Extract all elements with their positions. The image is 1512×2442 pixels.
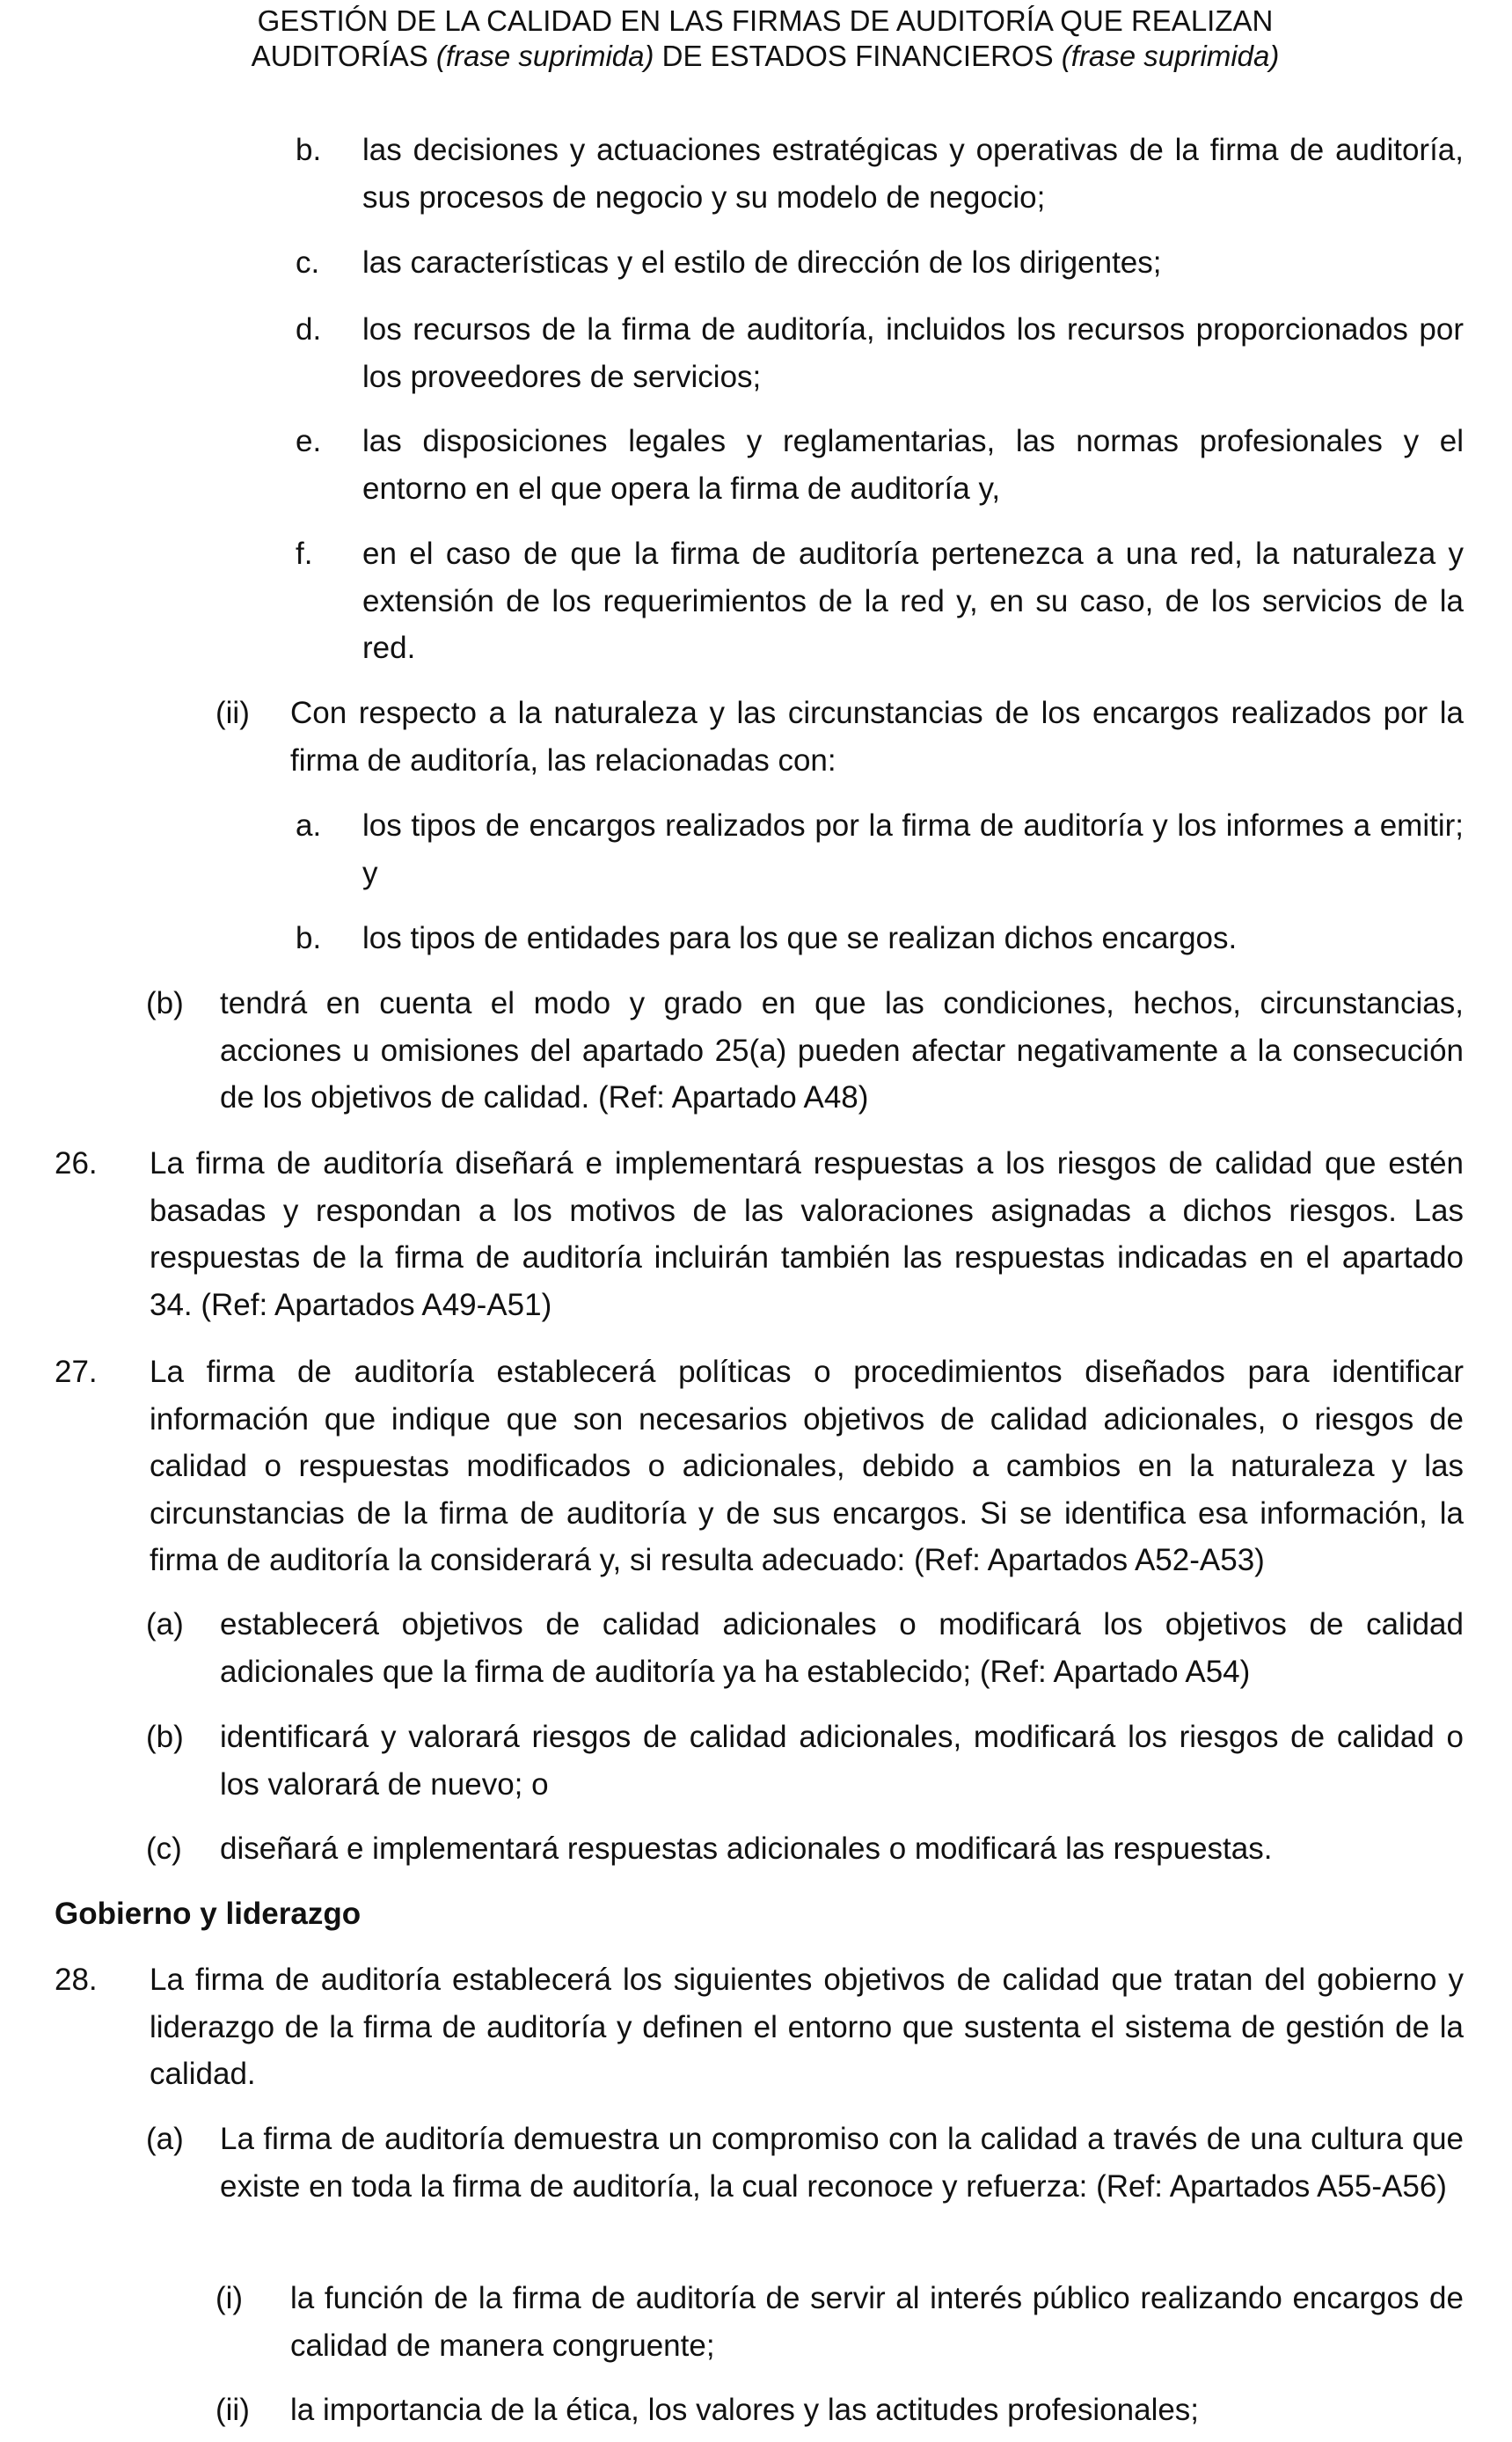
running-header	[106, 4, 1425, 74]
paragraph-number: 27.	[55, 1355, 98, 1389]
header-line-2-part: AUDITORÍAS	[251, 40, 436, 72]
item-label: (a)	[146, 1607, 184, 1641]
list-item: las características y el estilo de dirección de los dirigentes;	[362, 245, 1162, 280]
list-item: identificará y valorará riesgos de calidad adicionales, modificará los riesgos de calidad o los valorará de nuevo; o	[220, 1720, 1464, 1802]
list-item: Con respecto a la naturaleza y las circunstancias de los encargos realizados por la firma de auditoría, las relacionadas con:	[290, 696, 1464, 778]
list-item: en el caso de que la firma de auditoría pertenezca a una red, la naturaleza y extensión de los requerimientos de la red y, en su caso, de los servicios de la red.	[362, 537, 1464, 665]
list-item: diseñará e implementará respuestas adicionales o modificará las respuestas.	[220, 1832, 1273, 1866]
item-label: (a)	[146, 2122, 184, 2156]
paragraph-number: 28.	[55, 1963, 98, 1997]
list-item: los recursos de la firma de auditoría, incluidos los recursos proporcionados por los proveedores de servicios;	[362, 312, 1464, 394]
item-label: (c)	[146, 1832, 182, 1866]
item-label: b.	[296, 921, 322, 955]
numbered-paragraph: La firma de auditoría diseñará e implementará respuestas a los riesgos de calidad que estén basadas y respondan a los motivos de las valoraciones asignadas a dichos riesgos. Las respuestas de la firma de auditoría incluirán también las respuestas indicadas en el apartado 34. (Ref: Apartados A49-A51)	[150, 1146, 1464, 1322]
list-item: establecerá objetivos de calidad adicionales o modificará los objetivos de calidad adicionales que la firma de auditoría ya ha establecido; (Ref: Apartado A54)	[220, 1607, 1464, 1689]
list-item: los tipos de entidades para los que se realizan dichos encargos.	[362, 921, 1238, 955]
numbered-paragraph: La firma de auditoría establecerá los siguientes objetivos de calidad que tratan del gobierno y liderazgo de la firma de auditoría y definen el entorno que sustenta el sistema de gestión de la calidad.	[150, 1963, 1464, 2091]
list-item: la importancia de la ética, los valores y las actitudes profesionales;	[290, 2393, 1200, 2427]
list-item: La firma de auditoría demuestra un compromiso con la calidad a través de una cultura que existe en toda la firma de auditoría, la cual reconoce y refuerza: (Ref: Apartados A55-A56)	[220, 2122, 1464, 2204]
item-label: (ii)	[215, 2393, 250, 2427]
item-label: f.	[296, 537, 313, 571]
item-label: (i)	[215, 2281, 244, 2315]
item-label: a.	[296, 808, 322, 843]
list-item: las disposiciones legales y reglamentarias, las normas profesionales y el entorno en el que opera la firma de auditoría y,	[362, 424, 1464, 506]
list-item: la función de la firma de auditoría de servir al interés público realizando encargos de calidad de manera congruente;	[290, 2281, 1464, 2363]
header-line-2-part: DE ESTADOS FINANCIEROS	[654, 40, 1062, 72]
item-label: (b)	[146, 1720, 184, 1754]
item-label: c.	[296, 245, 320, 280]
item-label: (ii)	[215, 696, 250, 730]
header-italic-note: (frase suprimida)	[435, 40, 654, 72]
section-heading: Gobierno y liderazgo	[55, 1897, 362, 1931]
item-label: e.	[296, 424, 322, 458]
list-item: tendrá en cuenta el modo y grado en que las condiciones, hechos, circunstancias, acciones u omisiones del apartado 25(a) pueden afectar negativamente a la consecución de los objetivos de calidad. (Ref: Apartado A48)	[220, 986, 1464, 1115]
header-line-2	[106, 39, 1425, 74]
item-label: d.	[296, 312, 322, 347]
list-item: las decisiones y actuaciones estratégicas y operativas de la firma de auditoría, sus procesos de negocio y su modelo de negocio;	[362, 133, 1464, 215]
item-label: b.	[296, 133, 322, 167]
header-italic-note: (frase suprimida)	[1061, 40, 1280, 72]
header-line-1: GESTIÓN DE LA CALIDAD EN LAS FIRMAS DE AUDITORÍA QUE REALIZAN	[257, 4, 1274, 37]
item-label: (b)	[146, 986, 184, 1020]
paragraph-number: 26.	[55, 1146, 98, 1181]
numbered-paragraph: La firma de auditoría establecerá políticas o procedimientos diseñados para identificar información que indique que son necesarios objetivos de calidad adicionales, o riesgos de calidad o respuestas modificados o adicionales, debido a cambios en la naturaleza y las circunstancias de la firma de auditoría y de sus encargos. Si se identifica esa información, la firma de auditoría la considerará y, si resulta adecuado: (Ref: Apartados A52-A53)	[150, 1355, 1464, 1577]
list-item: los tipos de encargos realizados por la firma de auditoría y los informes a emitir; y	[362, 808, 1464, 890]
